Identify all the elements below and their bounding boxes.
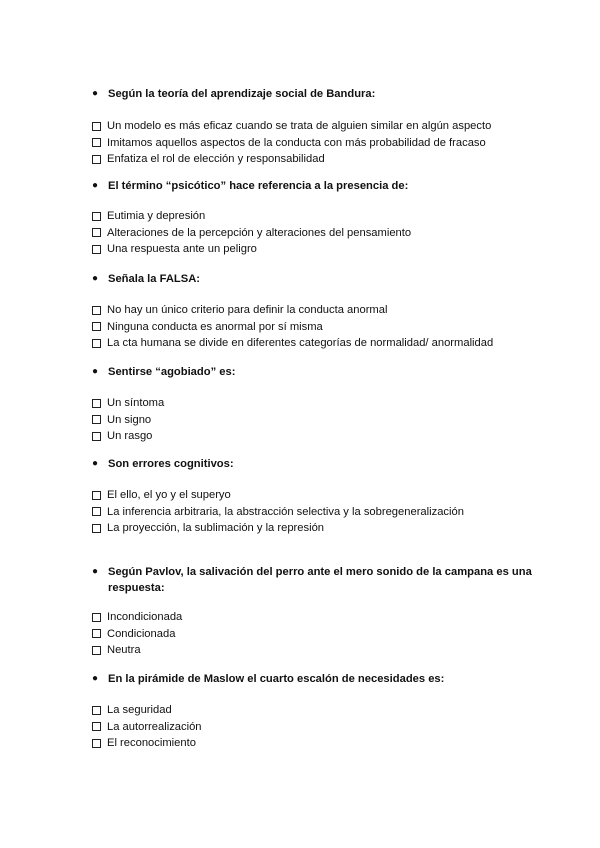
- option-checkbox[interactable]: [92, 719, 532, 736]
- question-3: [92, 271, 532, 352]
- question-text: Según la teoría del aprendizaje social de Bandura:: [108, 88, 376, 100]
- option-label: No hay un único criterio para definir la conducta anormal: [107, 304, 388, 317]
- checkbox-icon[interactable]: [92, 613, 101, 622]
- checkbox-icon[interactable]: [92, 739, 101, 748]
- option-label: Alteraciones de la percepción y alteraciones del pensamiento: [107, 226, 412, 239]
- option-checkbox[interactable]: [92, 118, 532, 135]
- checkbox-icon[interactable]: [92, 122, 101, 131]
- checkbox-icon[interactable]: [92, 212, 101, 221]
- option-checkbox[interactable]: [92, 609, 532, 626]
- bullet-icon: ●: [92, 180, 99, 191]
- question-5: [92, 456, 532, 537]
- option-checkbox[interactable]: [92, 335, 532, 352]
- checkbox-icon[interactable]: [92, 399, 101, 408]
- checkbox-icon[interactable]: [92, 155, 101, 164]
- option-label: Un síntoma: [107, 397, 165, 410]
- checkbox-icon[interactable]: [92, 339, 101, 348]
- option-label: Un rasgo: [107, 430, 153, 443]
- option-label: El reconocimiento: [107, 737, 196, 750]
- option-label: La cta humana se divide en diferentes categorías de normalidad/ anormalidad: [107, 337, 494, 350]
- option-checkbox[interactable]: [92, 626, 532, 643]
- option-checkbox[interactable]: [92, 319, 532, 336]
- option-checkbox[interactable]: [92, 151, 532, 168]
- question-6: [92, 564, 532, 659]
- bullet-icon: ●: [92, 88, 99, 99]
- option-checkbox[interactable]: [92, 487, 532, 504]
- option-checkbox[interactable]: [92, 135, 532, 152]
- checkbox-icon[interactable]: [92, 138, 101, 147]
- option-label: La autorrealización: [107, 720, 202, 733]
- checkbox-icon[interactable]: [92, 722, 101, 731]
- question-text: Son errores cognitivos:: [108, 458, 234, 470]
- question-4: [92, 364, 532, 445]
- question-7: [92, 671, 532, 752]
- option-checkbox[interactable]: [92, 208, 532, 225]
- option-label: La seguridad: [107, 704, 172, 717]
- option-label: Imitamos aquellos aspectos de la conducta con más probabilidad de fracaso: [107, 136, 486, 149]
- option-checkbox[interactable]: [92, 504, 532, 521]
- question-2: [92, 178, 532, 258]
- option-label: Ninguna conducta es anormal por sí misma: [107, 320, 323, 333]
- option-label: Una respuesta ante un peligro: [107, 243, 257, 256]
- option-label: Un signo: [107, 413, 152, 426]
- checkbox-icon[interactable]: [92, 524, 101, 533]
- question-1: [92, 86, 532, 168]
- checkbox-icon[interactable]: [92, 507, 101, 516]
- checkbox-icon[interactable]: [92, 306, 101, 315]
- option-label: Un modelo es más eficaz cuando se trata de alguien similar en algún aspecto: [107, 120, 492, 133]
- checkbox-icon[interactable]: [92, 491, 101, 500]
- option-label: Enfatiza el rol de elección y responsabilidad: [107, 153, 325, 166]
- option-label: La inferencia arbitraria, la abstracción selectiva y la sobregeneralización: [107, 505, 464, 518]
- question-text: En la pirámide de Maslow el cuarto escalón de necesidades es:: [108, 673, 445, 685]
- checkbox-icon[interactable]: [92, 228, 101, 237]
- bullet-icon: ●: [92, 273, 99, 284]
- bullet-icon: ●: [92, 366, 99, 377]
- option-checkbox[interactable]: [92, 225, 532, 242]
- checkbox-icon[interactable]: [92, 706, 101, 715]
- question-text: Señala la FALSA:: [108, 273, 201, 285]
- question-text: Sentirse “agobiado” es:: [108, 366, 236, 378]
- option-checkbox[interactable]: [92, 241, 532, 258]
- checkbox-icon[interactable]: [92, 646, 101, 655]
- option-label: Incondicionada: [107, 611, 183, 624]
- option-label: El ello, el yo y el superyo: [107, 489, 231, 502]
- checkbox-icon[interactable]: [92, 415, 101, 424]
- option-checkbox[interactable]: [92, 520, 532, 537]
- option-checkbox[interactable]: [92, 302, 532, 319]
- option-label: Condicionada: [107, 627, 176, 640]
- bullet-icon: ●: [92, 673, 99, 684]
- checkbox-icon[interactable]: [92, 629, 101, 638]
- option-checkbox[interactable]: [92, 412, 532, 429]
- option-checkbox[interactable]: [92, 735, 532, 752]
- option-checkbox[interactable]: [92, 428, 532, 445]
- option-label: Neutra: [107, 644, 141, 657]
- option-checkbox[interactable]: [92, 702, 532, 719]
- bullet-icon: ●: [92, 566, 99, 577]
- option-checkbox[interactable]: [92, 642, 532, 659]
- option-label: La proyección, la sublimación y la represión: [107, 522, 325, 535]
- option-checkbox[interactable]: [92, 395, 532, 412]
- bullet-icon: ●: [92, 458, 99, 469]
- checkbox-icon[interactable]: [92, 322, 101, 331]
- checkbox-icon[interactable]: [92, 245, 101, 254]
- option-label: Eutimia y depresión: [107, 210, 206, 223]
- checkbox-icon[interactable]: [92, 432, 101, 441]
- question-text: Según Pavlov, la salivación del perro ante el mero sonido de la campana es una respuesta:: [108, 566, 532, 594]
- question-text: El término “psicótico” hace referencia a la presencia de:: [108, 180, 409, 192]
